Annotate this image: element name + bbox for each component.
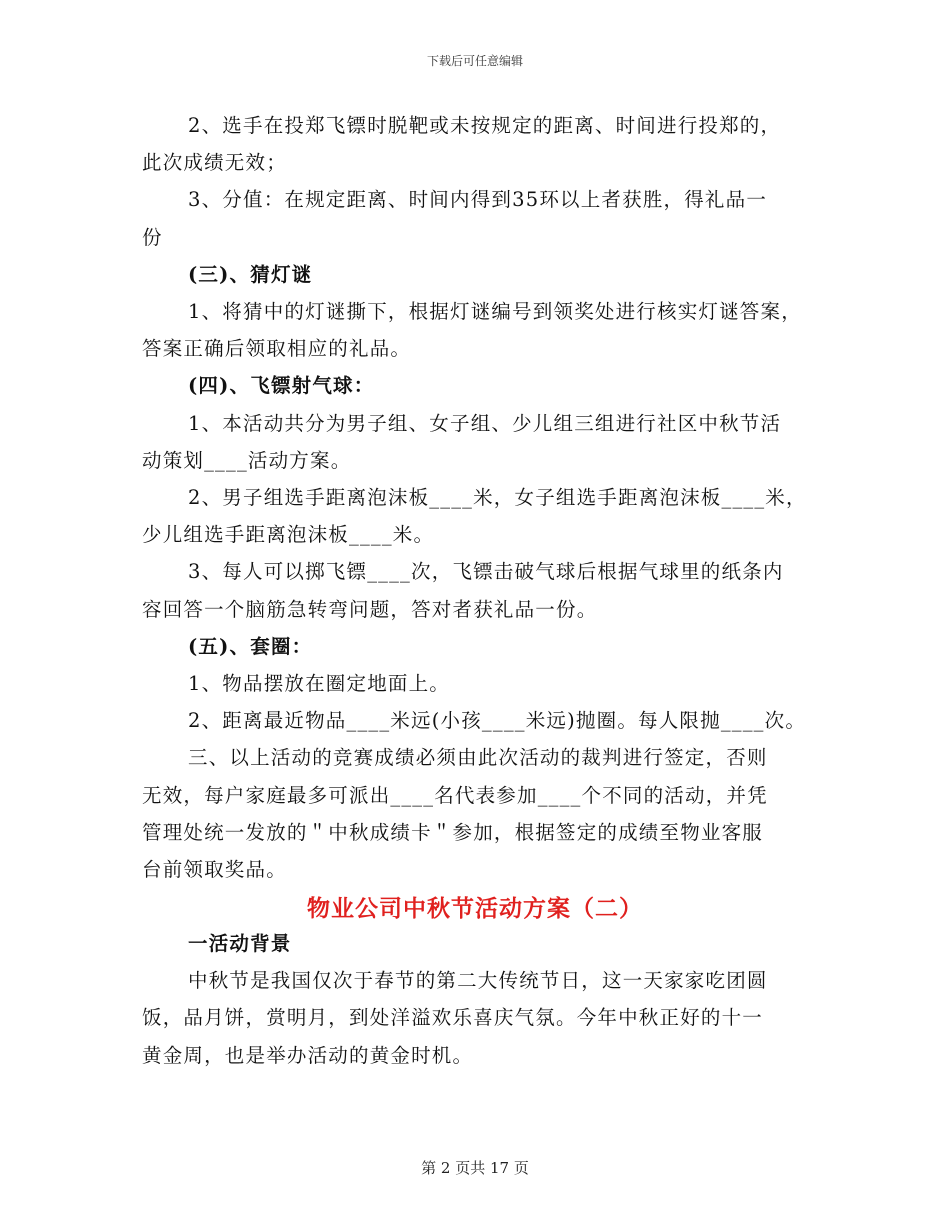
text-line: 中秋节是我国仅次于春节的第二大传统节日，这一天家家吃团圆 [188, 969, 768, 993]
text-line: 1、本活动共分为男子组、女子组、少儿组三组进行社区中秋节活 [188, 411, 782, 435]
text-line: 2、距离最近物品____米远(小孩____米远)抛圈。每人限抛____次。 [188, 709, 807, 733]
text-line: 一活动背景 [188, 932, 292, 955]
text-line: 份 [142, 225, 163, 249]
text-line: 2、男子组选手距离泡沫板____米，女子组选手距离泡沫板____米， [188, 486, 807, 509]
text-line: 台前领取奖品。 [142, 858, 287, 881]
text-line: (三)、猜灯谜 [188, 262, 313, 286]
page-footer: 第 2 页共 17 页 [421, 1159, 529, 1177]
text-line: 无效，每户家庭最多可派出____名代表参加____个不同的活动，并凭 [142, 783, 768, 807]
text-line: 3、每人可以掷飞镖____次，飞镖击破气球后根据气球里的纸条内 [188, 560, 784, 584]
text-line: 1、将猜中的灯谜撕下，根据灯谜编号到领奖处进行核实灯谜答案， [188, 300, 802, 323]
section-title: 物业公司中秋节活动方案（二） [307, 895, 643, 922]
text-line: 1、物品摆放在圈定地面上。 [188, 672, 451, 695]
text-line: 答案正确后领取相应的礼品。 [142, 337, 412, 361]
text-line: 动策划____活动方案。 [142, 448, 352, 472]
text-line: 三、以上活动的竞赛成绩必须由此次活动的裁判进行签定，否则 [188, 746, 768, 770]
text-line: 饭，品月饼，赏明月，到处洋溢欢乐喜庆气氛。今年中秋正好的十一 [142, 1006, 764, 1030]
text-line: 3、分值：在规定距离、时间内得到35环以上者获胜，得礼品一 [188, 188, 768, 212]
text-line: 管理处统一发放的＂中秋成绩卡＂参加，根据签定的成绩至物业客服 [142, 820, 764, 844]
text-line: (五)、套圈： [188, 634, 313, 658]
page-header: 下载后可任意编辑 [426, 54, 523, 68]
text-line: 容回答一个脑筋急转弯问题，答对者获礼品一份。 [142, 597, 598, 621]
text-line: 2、选手在投郑飞镖时脱靶或未按规定的距离、时间进行投郑的， [188, 114, 782, 137]
text-line: (四)、飞镖射气球： [188, 374, 375, 398]
text-line: 此次成绩无效； [142, 151, 287, 175]
text-line: 少儿组选手距离泡沫板____米。 [142, 523, 435, 547]
text-line: 黄金周，也是举办活动的黄金时机。 [142, 1043, 474, 1067]
